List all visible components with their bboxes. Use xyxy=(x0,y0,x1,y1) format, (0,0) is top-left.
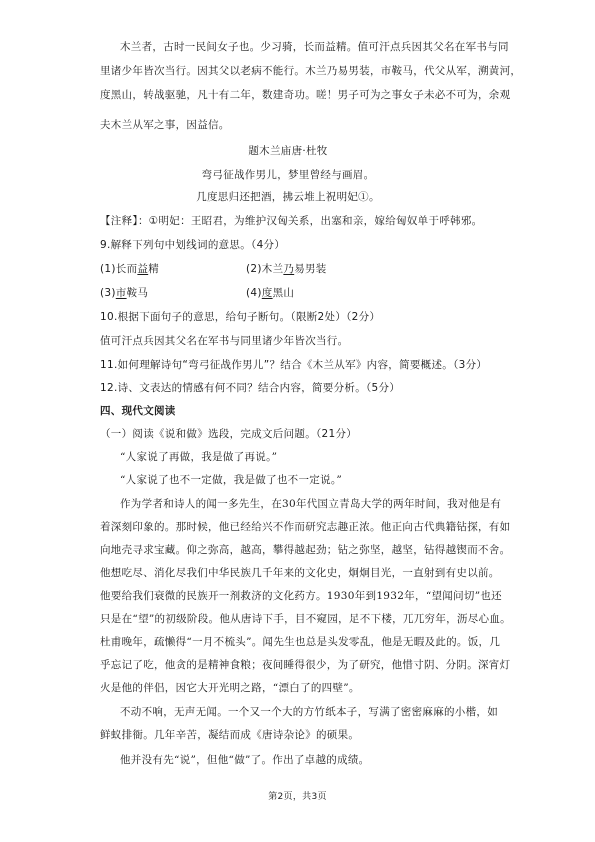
paragraph-line: 他并没有先“说”，但他“做”了。作出了卓越的成绩。 xyxy=(120,754,370,766)
q9-item-3: (3)市鞍马 xyxy=(100,287,149,299)
paragraph-line: 他想吃尽、消化尽我们中华民族几千年来的文化史，炯炯目光，一直射到有史以前。 xyxy=(100,567,500,579)
q9-item-1: (1)长而益精 xyxy=(100,263,159,275)
reading-heading: （一）阅读《说和做》选段，完成文后问题。（21分） xyxy=(100,428,358,440)
question-11: 11.如何理解诗句“弯弓征战作男儿”？结合《木兰从军》内容，简要概述。（3分） xyxy=(100,359,488,371)
question-9: 9.解释下列句中划线词的意思。（4分） xyxy=(100,239,286,251)
paragraph-line: 火是他的伴侣，因它大开光明之路，“漂白了的四壁”。 xyxy=(100,682,360,694)
paragraph-line: 向地壳寻求宝藏。仰之弥高，越高，攀得越起劲；钻之弥坚，越坚，钻得越锲而不舍。 xyxy=(100,544,511,556)
underlined-word: 度 xyxy=(261,287,273,299)
annotation-note: 【注释】：①明妃：王昭君，为维护汉匈关系，出塞和亲，嫁给匈奴单于呼韩邪。 xyxy=(100,215,483,227)
poem-line: 弯弓征战作男儿，梦里曾经与画眉。 xyxy=(201,169,375,181)
passage-line: 木兰者，古时一民间女子也。少习骑，长而益精。值可汗点兵因其父名在军书与同 xyxy=(120,41,509,53)
quote-line: “人家说了再做，我是做了再说。” xyxy=(120,451,278,463)
question-12: 12.诗、文表达的情感有何不同？结合内容，简要分析。（5分） xyxy=(100,382,401,394)
section-heading: 四、现代文阅读 xyxy=(100,405,176,417)
quote-line: “人家说了也不一定做，我是做了也不一定说。” xyxy=(120,474,343,486)
passage-line: 夫木兰从军之事，因益信。 xyxy=(100,119,230,131)
paragraph-line: 他要给我们衰微的民族开一剂救济的文化药方。1930年到1932年，“望闻问切”也还 xyxy=(100,590,502,602)
passage-line: 里诸少年皆次当行。因其父以老病不能行。木兰乃易男装，市鞍马，代父从军，溯黄河， xyxy=(100,65,522,77)
paragraph-line: 杜甫晚年，疏懒得“一月不梳头”。闻先生也总是头发零乱，他是无暇及此的。饭，几 xyxy=(100,636,501,648)
paragraph-line: 不动不响，无声无闻。一个又一个大的方竹纸本子，写满了密密麻麻的小楷，如 xyxy=(120,706,498,718)
underlined-word: 益 xyxy=(137,263,149,275)
underlined-word: 市 xyxy=(115,287,127,299)
paragraph-line: 乎忘记了吃，他贪的是精神食粮；夜间睡得很少，为了研究，他惜寸阴、分阴。深宵灯 xyxy=(100,659,511,671)
page-footer: 第2页，共3页 xyxy=(268,792,327,802)
paragraph-line: 着深刻印象的。那时候，他已经给兴不作而研究志趣正浓。他正向古代典籍钻探，有如 xyxy=(100,521,511,533)
paragraph-line: 鲜蚁排衙。几年辛苦，凝结而成《唐诗杂论》的硕果。 xyxy=(100,729,360,741)
poem-title: 题木兰庙唐·杜牧 xyxy=(248,145,328,157)
poem-line: 几度思归还把酒，拂云堆上祝明妃①。 xyxy=(196,191,380,203)
paragraph-line: 只是在“望”的初级阶段。他从唐诗下手，目不窥园，足不下楼，兀兀穷年，沥尽心血。 xyxy=(100,613,511,625)
underlined-word: 乃 xyxy=(283,263,295,275)
passage-line: 度黑山，转战驱驰，凡十有二年，数建奇功。嗟！男子可为之事女子未必不可为，余观 xyxy=(100,89,511,101)
q10-sentence: 值可汗点兵因其父名在军书与同里诸少年皆次当行。 xyxy=(100,335,349,347)
q9-item-2: (2)木兰乃易男装 xyxy=(246,263,327,275)
paragraph-line: 作为学者和诗人的闻一多先生，在30年代国立青岛大学的两年时间，我对他是有 xyxy=(120,498,502,510)
question-10: 10.根据下面句子的意思，给句子断句。（限断2处）（2分） xyxy=(100,311,381,323)
q9-item-4: (4)度黑山 xyxy=(246,287,295,299)
